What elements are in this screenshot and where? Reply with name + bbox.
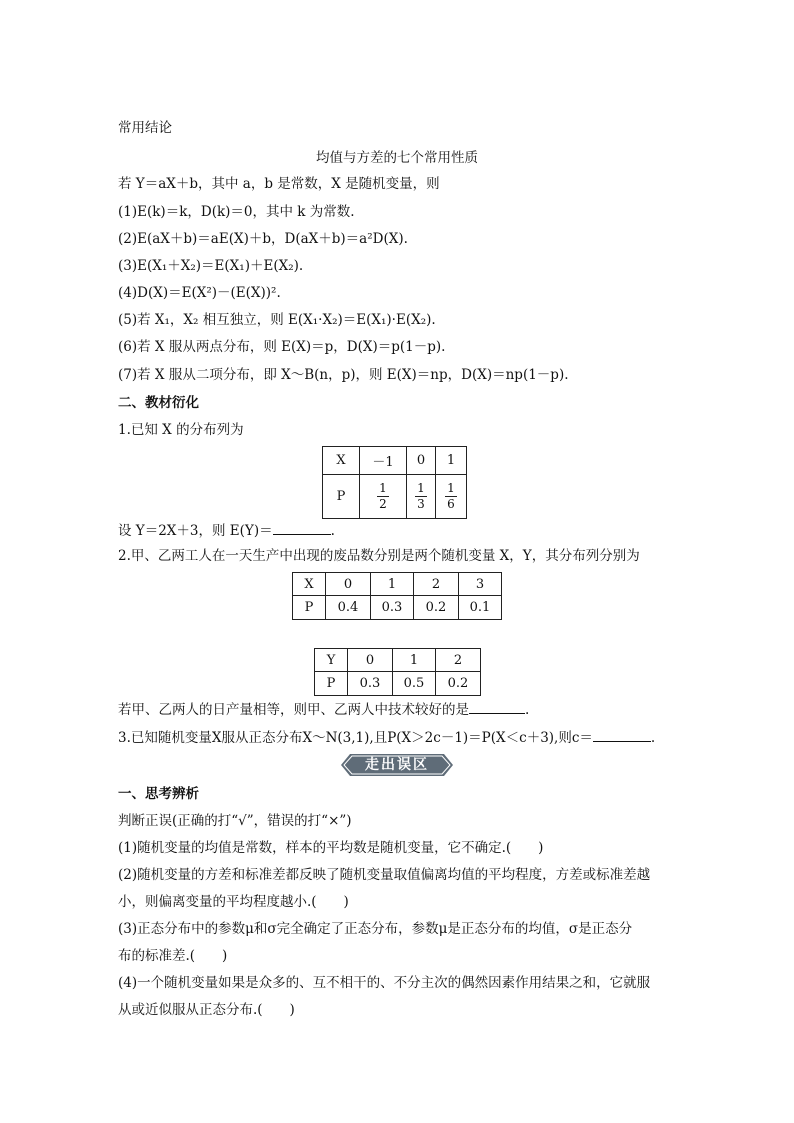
property-5: (5)若 X₁，X₂ 相互独立，则 E(X₁·X₂)＝E(X₁)·E(X₂). [118,312,436,328]
q2y-header-cell: Y [315,649,348,672]
q1-header-value: 0 [407,447,436,475]
q1-prob-cell [360,475,407,519]
q2x-prob-cell: 0.1 [459,596,502,620]
intro-line: 若 Y＝aX＋b，其中 a，b 是常数，X 是随机变量，则 [118,176,440,192]
q2x-prob-cell: 0.3 [371,596,414,620]
q2x-header-cell: X [293,573,326,596]
q3-suffix: . [650,730,656,746]
q1-prob-cell [436,475,467,519]
q1-prob-cell [407,475,436,519]
q1-header-value: －1 [360,447,407,475]
property-7: (7)若 X 服从二项分布，即 X～B(n，p)，则 E(X)＝np，D(X)＝np(1－p). [118,367,569,383]
fraction-denominator: 2 [379,497,387,511]
q1-ask-text: 设 Y＝2X＋3，则 E(Y)＝ [118,523,273,539]
judge-item-4-line2: 从或近似服从正态分布.( ) [118,1002,295,1018]
q2-x-distribution-table [292,572,502,620]
q2x-prob-cell: 0.4 [326,596,371,620]
property-6: (6)若 X 服从两点分布，则 E(X)＝p，D(X)＝p(1－p). [118,339,446,355]
q2x-prob-cell: 0.2 [414,596,459,620]
answer-blank[interactable] [469,700,525,714]
q2y-header-cell: 2 [436,649,481,672]
q2y-prob-cell: 0.5 [393,672,436,696]
q2y-header-cell: 0 [348,649,393,672]
q1-stem: 1.已知 X 的分布列为 [118,422,244,438]
fraction-numerator: 1 [379,481,387,495]
q2y-header-cell: 1 [393,649,436,672]
judge-item-3-line2: 布的标准差.( ) [118,948,228,964]
q2y-prob-cell: 0.3 [348,672,393,696]
banner-label: 走出误区 [365,757,429,773]
fraction-denominator: 3 [417,497,425,511]
answer-blank[interactable] [273,521,331,535]
q2x-header-cell: 0 [326,573,371,596]
judge-instruction: 判断正误(正确的打“√”，错误的打“×”) [118,813,352,829]
answer-blank[interactable] [593,728,651,742]
judge-item-2-line1: (2)随机变量的方差和标准差都反映了随机变量取值偏离均值的平均程度，方差或标准差越 [118,867,651,883]
judge-item-4-line1: (4)一个随机变量如果是众多的、互不相干的、不分主次的偶然因素作用结果之和，它就服 [118,975,651,991]
fraction [415,481,427,512]
q2-ask-suffix: . [525,702,530,718]
thinking-heading: 一、思考辨析 [118,786,199,802]
q2x-header-cell: 3 [459,573,502,596]
property-1: (1)E(k)＝k，D(k)＝0，其中 k 为常数. [118,204,355,220]
property-4: (4)D(X)＝E(X²)－(E(X))². [118,285,281,301]
q1-header-value: 1 [436,447,467,475]
q2y-prob-cell: P [315,672,348,696]
judge-item-2-line2: 小，则偏离变量的平均程度越小.( ) [118,894,349,910]
q1-header-x: X [323,447,360,475]
q3-question [118,728,655,747]
q2x-prob-cell: P [293,596,326,620]
section-banner [341,754,453,776]
section-heading: 常用结论 [118,120,172,136]
property-title: 均值与方差的七个常用性质 [316,150,478,166]
property-3: (3)E(X₁＋X₂)＝E(X₁)＋E(X₂). [118,258,304,274]
fraction [445,481,457,512]
q1-prob-label: P [323,475,360,519]
property-2: (2)E(aX＋b)＝aE(X)＋b，D(aX＋b)＝a²D(X). [118,231,408,247]
q2-ask-text: 若甲、乙两人的日产量相等，则甲、乙两人中技术较好的是 [118,702,469,718]
q1-distribution-table [322,446,467,519]
fraction-numerator: 1 [447,481,455,495]
judge-item-1: (1)随机变量的均值是常数，样本的平均数是随机变量，它不确定.( ) [118,840,544,856]
q2-question [118,700,529,719]
textbook-heading: 二、教材衍化 [118,395,199,411]
q2-y-distribution-table [314,648,481,696]
fraction-numerator: 1 [417,481,425,495]
q1-question [118,521,335,540]
q2x-header-cell: 2 [414,573,459,596]
q2-stem: 2.甲、乙两工人在一天生产中出现的废品数分别是两个随机变量 X，Y，其分布列分别为 [118,548,640,564]
judge-item-3-line1: (3)正态分布中的参数μ和σ完全确定了正态分布，参数μ是正态分布的均值，σ是正态分 [118,921,633,937]
fraction-denominator: 6 [447,497,455,511]
q2x-header-cell: 1 [371,573,414,596]
q2y-prob-cell: 0.2 [436,672,481,696]
q1-ask-suffix: . [330,523,335,539]
fraction [377,481,389,512]
q3-text: 3.已知随机变量X服从正态分布X～N(3,1),且P(X＞2c－1)＝P(X＜c＋3),则c＝ [118,730,593,746]
